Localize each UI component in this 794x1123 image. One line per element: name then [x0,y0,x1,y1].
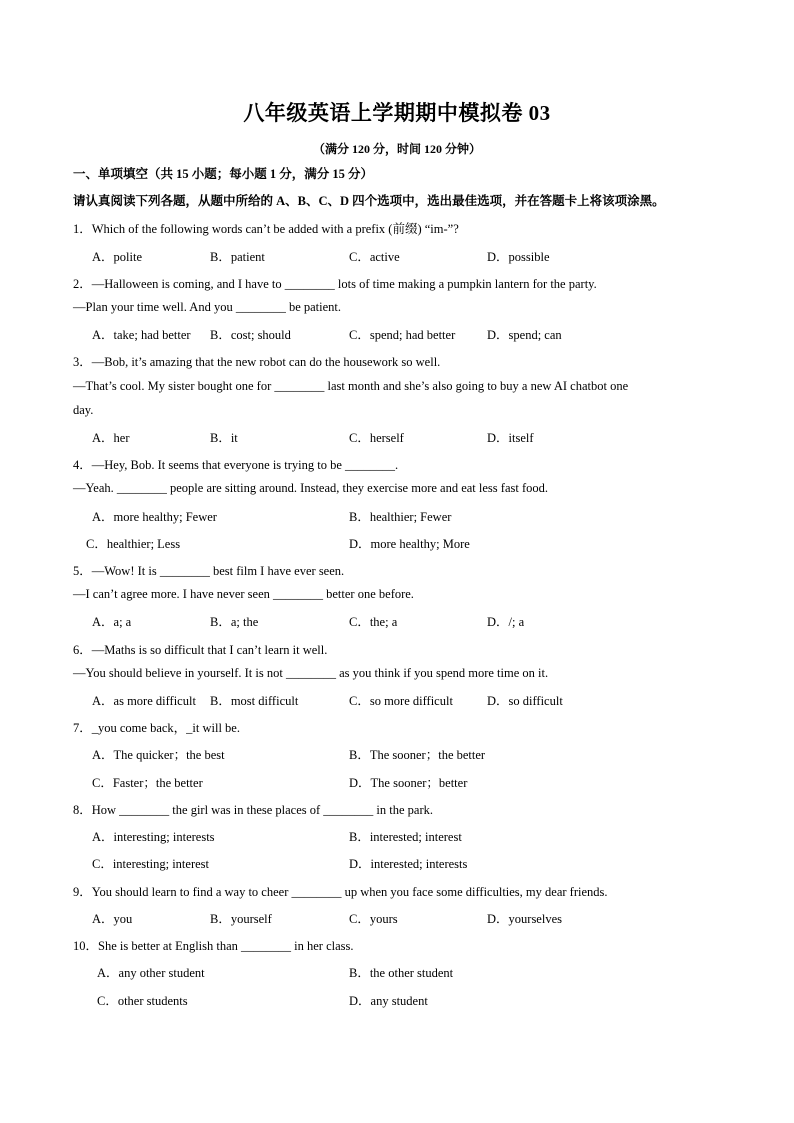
q8-option-b[interactable]: B．interested; interest [349,830,462,844]
q6-option-c[interactable]: C．so more difficult [349,694,453,708]
q2-option-b[interactable]: B．cost; should [210,328,291,342]
section-heading: 一、单项填空（共 15 小题；每小题 1 分，满分 15 分） [73,167,374,181]
q10-option-d[interactable]: D．any student [349,994,428,1008]
question-3-text-3: day. [73,403,94,417]
q8-option-d[interactable]: D．interested; interests [349,857,468,871]
q8-option-a[interactable]: A．interesting; interests [92,830,215,844]
q3-option-d[interactable]: D．itself [487,431,534,445]
question-2-text: 2．—Halloween is coming, and I have to ________ lots of time making a pumpkin lantern for the party. [73,277,597,291]
q2-option-c[interactable]: C．spend; had better [349,328,456,342]
q1-option-d[interactable]: D．possible [487,250,550,264]
page-subtitle: （满分 120 分，时间 120 分钟） [312,142,481,156]
q7-option-a[interactable]: A．The quicker；the best [92,748,225,762]
question-4-text: 4．—Hey, Bob. It seems that everyone is trying to be ________. [73,458,399,472]
q6-option-a[interactable]: A．as more difficult [92,694,196,708]
q7-option-c[interactable]: C．Faster；the better [92,776,203,790]
q8-option-c[interactable]: C．interesting; interest [92,857,209,871]
q7-option-d[interactable]: D．The sooner；better [349,776,468,790]
q5-option-a[interactable]: A．a; a [92,615,132,629]
q1-option-c[interactable]: C．active [349,250,400,264]
q10-option-a[interactable]: A．any other student [97,966,205,980]
question-10-text: 10．She is better at English than ________ in her class. [73,939,354,953]
question-6-text: 6．—Maths is so difficult that I can’t learn it well. [73,643,328,657]
q10-option-c[interactable]: C．other students [97,994,188,1008]
q6-option-d[interactable]: D．so difficult [487,694,563,708]
page-title: 八年级英语上学期期中模拟卷 03 [243,101,551,125]
q4-option-c[interactable]: C．healthier; Less [86,537,181,551]
q6-option-b[interactable]: B．most difficult [210,694,299,708]
q5-option-c[interactable]: C．the; a [349,615,398,629]
q5-option-b[interactable]: B．a; the [210,615,259,629]
q10-option-b[interactable]: B．the other student [349,966,454,980]
question-2-text-2: —Plan your time well. And you ________ be patient. [73,300,342,314]
q9-option-c[interactable]: C．yours [349,912,398,926]
q4-option-a[interactable]: A．more healthy; Fewer [92,510,217,524]
q1-option-a[interactable]: A．polite [92,250,142,264]
q1-option-b[interactable]: B．patient [210,250,265,264]
q3-option-b[interactable]: B．it [210,431,238,445]
q2-option-a[interactable]: A．take; had better [92,328,191,342]
q3-option-c[interactable]: C．herself [349,431,404,445]
instructions: 请认真阅读下列各题，从题中所给的 A、B、C、D 四个选项中，选出最佳选项，并在答题卡上将该项涂黑。 [73,194,665,208]
question-4-text-2: —Yeah. ________ people are sitting around. Instead, they exercise more and eat less fast food. [73,481,548,495]
question-7-text: 7．_you come back，_it will be. [73,721,240,735]
question-3-text-2: —That’s cool. My sister bought one for ________ last month and she’s also going to buy a new AI chatbot one [73,379,629,393]
q7-option-b[interactable]: B．The sooner；the better [349,748,486,762]
q9-option-a[interactable]: A．you [92,912,133,926]
q4-option-d[interactable]: D．more healthy; More [349,537,470,551]
question-6-text-2: —You should believe in yourself. It is not ________ as you think if you spend more time on it. [73,666,549,680]
q2-option-d[interactable]: D．spend; can [487,328,562,342]
question-3-text: 3．—Bob, it’s amazing that the new robot can do the housework so well. [73,355,441,369]
question-5-text: 5．—Wow! It is ________ best film I have ever seen. [73,564,345,578]
q3-option-a[interactable]: A．her [92,431,130,445]
q9-option-d[interactable]: D．yourselves [487,912,562,926]
question-1-text: 1．Which of the following words can’t be added with a prefix (前缀) “im-”? [73,222,459,236]
question-9-text: 9．You should learn to find a way to cheer ________ up when you face some difficulties, my dear friends. [73,885,608,899]
q4-option-b[interactable]: B．healthier; Fewer [349,510,452,524]
q9-option-b[interactable]: B．yourself [210,912,272,926]
question-5-text-2: —I can’t agree more. I have never seen ________ better one before. [73,587,414,601]
question-8-text: 8．How ________ the girl was in these places of ________ in the park. [73,803,434,817]
q5-option-d[interactable]: D．/; a [487,615,525,629]
